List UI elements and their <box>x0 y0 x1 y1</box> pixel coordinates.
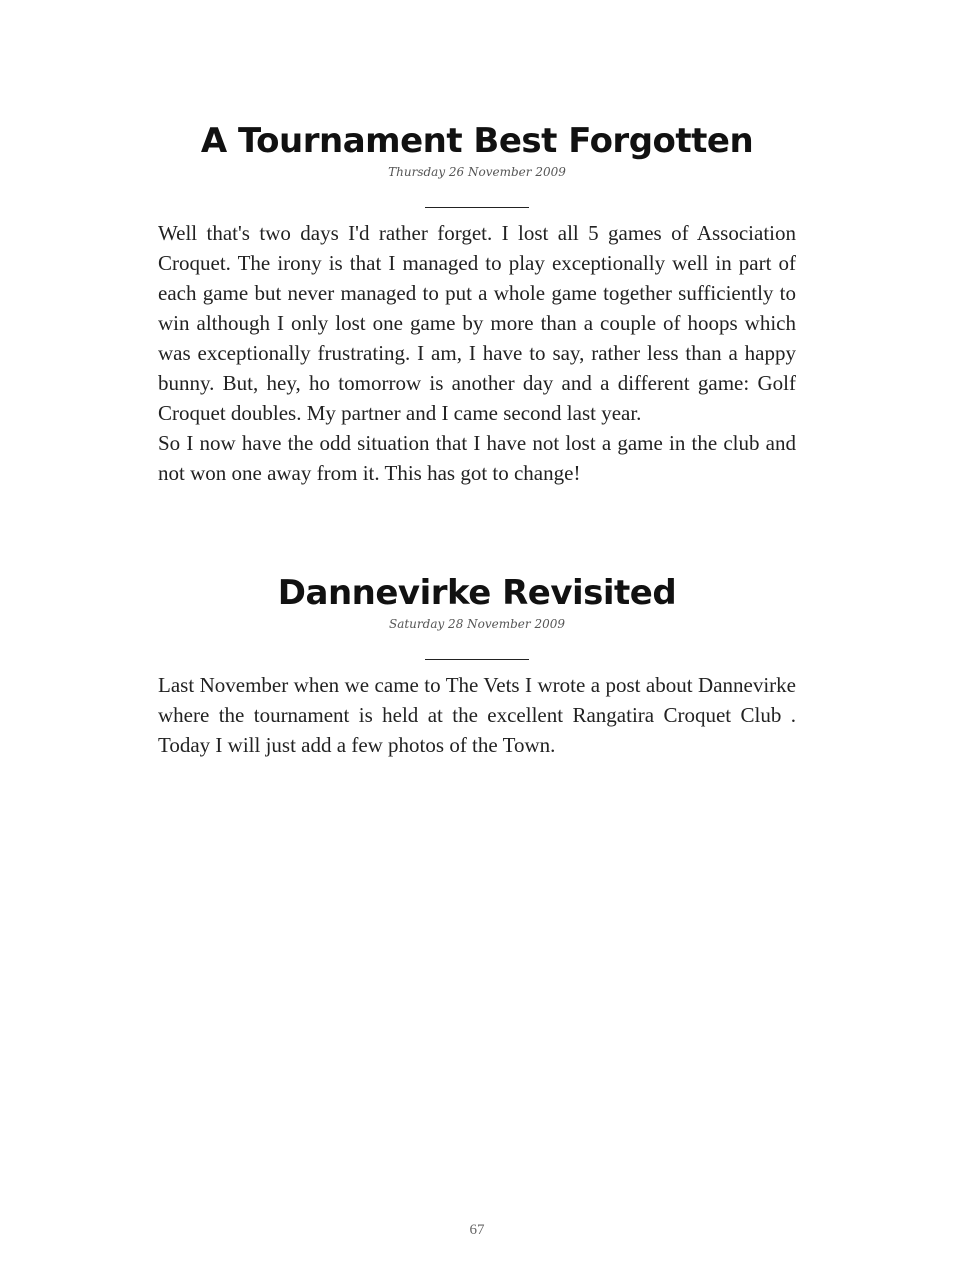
post-date: Thursday 26 November 2009 <box>388 165 566 179</box>
post-title: A Tournament Best Forgotten <box>200 121 754 161</box>
blog-post <box>158 570 796 760</box>
title-divider <box>425 207 529 208</box>
title-divider <box>425 659 529 660</box>
blog-post <box>158 118 796 488</box>
post-body <box>158 218 796 488</box>
post-date: Saturday 28 November 2009 <box>388 617 566 631</box>
post-paragraph: Last November when we came to The Vets I wrote a post about Dannevirke where the tournament is held at the excellent Rangatira Croquet Club . Today I will just add a few photos of the Town. <box>158 673 796 757</box>
post-body <box>158 670 796 760</box>
post-paragraph: So I now have the odd situation that I have not lost a game in the club and not won one away from it. This has got to change! <box>158 431 796 485</box>
post-title: Dannevirke Revisited <box>277 573 677 613</box>
post-paragraph: Well that's two days I'd rather forget. I lost all 5 games of Association Croquet. The irony is that I managed to play exceptionally well in part of each game but never managed to put a whole game together sufficiently to win although I only lost one game by more than a couple of hoops which was exceptionally frustrating. I am, I have to say, rather less than a happy bunny. But, hey, ho tomorrow is another day and a different game: Golf Croquet doubles. My partner and I came second last year. <box>158 221 796 425</box>
page-number: 67 <box>469 1222 485 1238</box>
